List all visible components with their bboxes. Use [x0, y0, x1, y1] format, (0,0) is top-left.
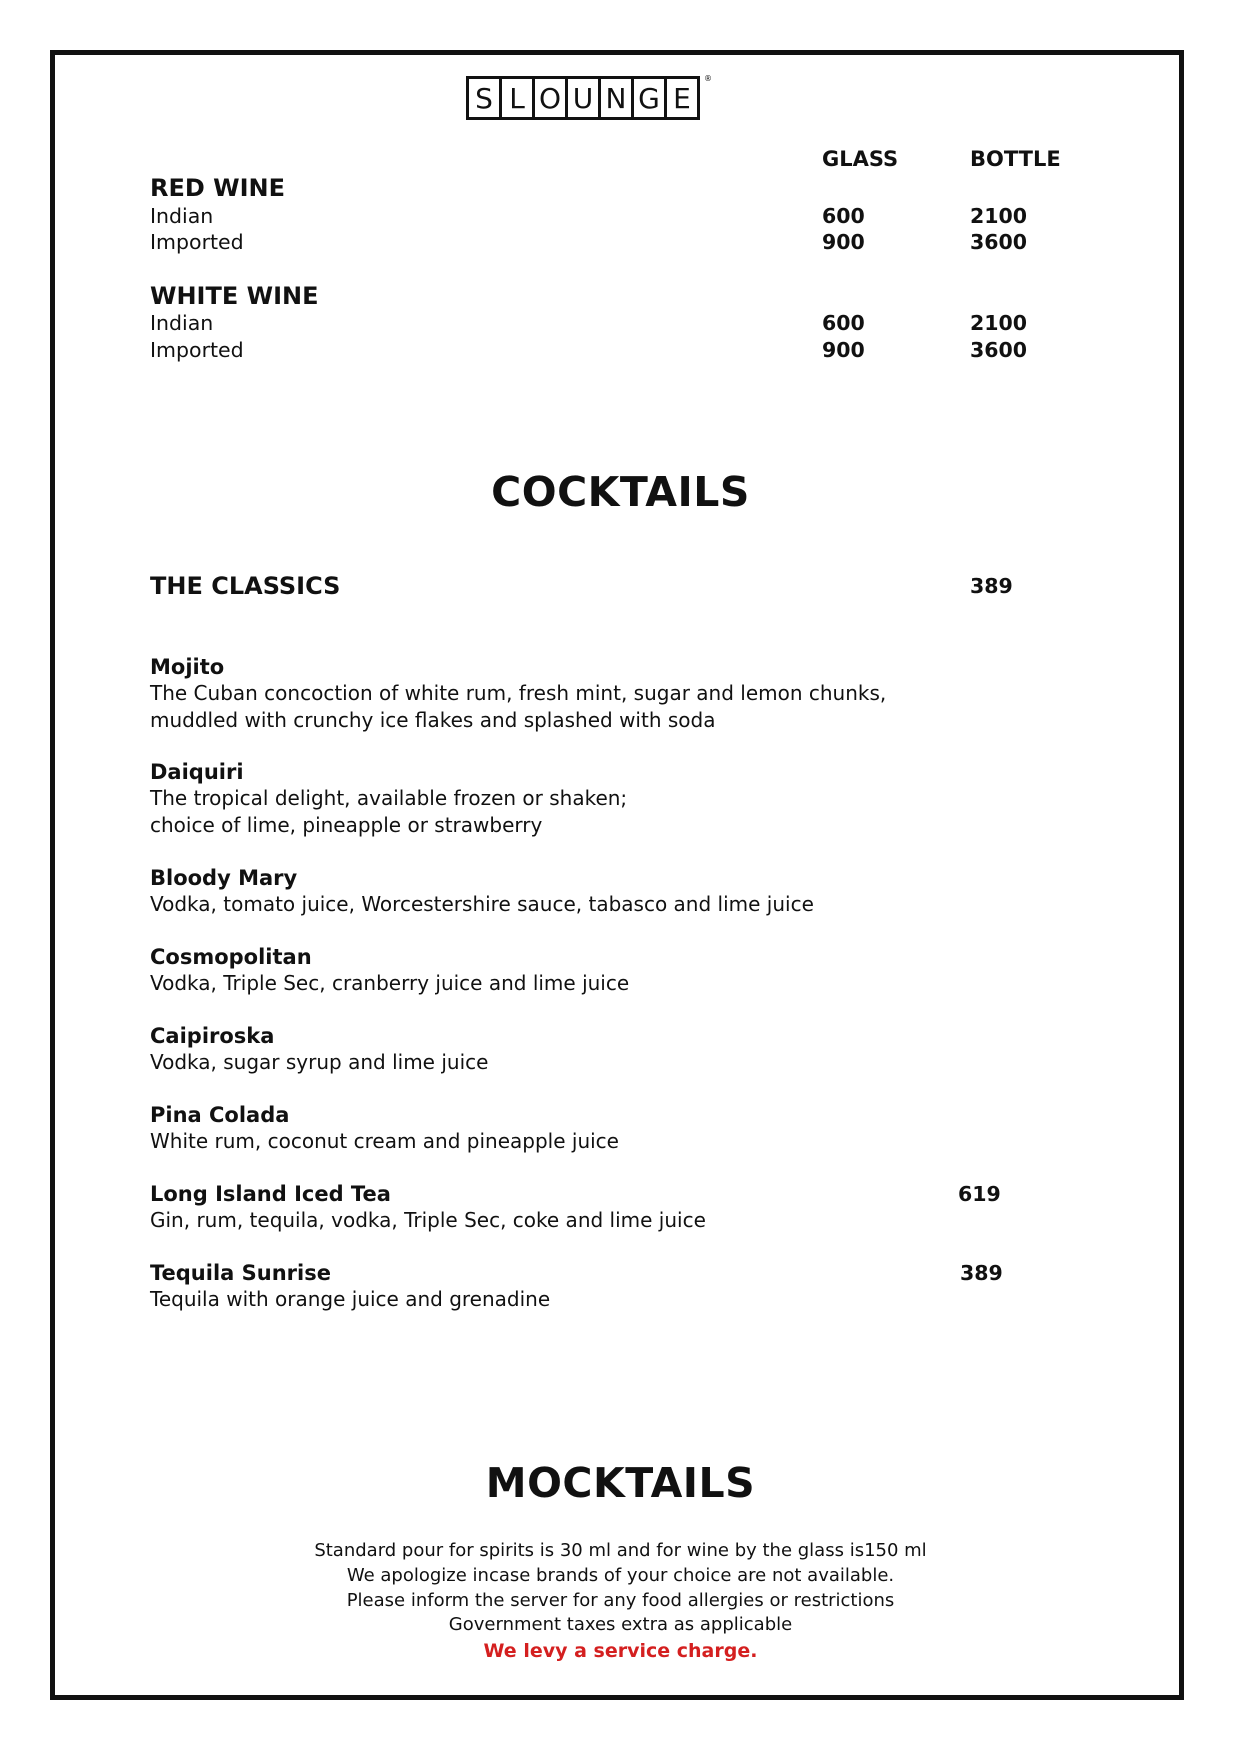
cocktail-name: Long Island Iced Tea [150, 1182, 391, 1206]
cocktail-name: Caipiroska [150, 1024, 275, 1048]
cocktail-price: 389 [960, 1261, 1003, 1285]
bottle-price: 3600 [970, 338, 1028, 362]
cocktail-name: Daiquiri [150, 760, 244, 784]
glass-price: 600 [822, 311, 865, 335]
cocktail-description: Vodka, Triple Sec, cranberry juice and lime juice [150, 971, 630, 995]
mocktails-title: MOCKTAILS [485, 1459, 756, 1507]
logo-letter: N [598, 76, 634, 120]
cocktail-name: Bloody Mary [150, 866, 298, 890]
cocktail-description: Gin, rum, tequila, vodka, Triple Sec, coke and lime juice [150, 1208, 706, 1232]
cocktail-name: Tequila Sunrise [150, 1261, 331, 1285]
footer-note: We apologize incase brands of your choice are not available. [346, 1565, 895, 1586]
cocktail-description: choice of lime, pineapple or strawberry [150, 813, 543, 837]
logo-letter: U [565, 76, 601, 120]
wine-name: Indian [150, 311, 214, 335]
logo-letter: E [664, 76, 700, 120]
footer-note: Government taxes extra as applicable [448, 1614, 793, 1635]
cocktails-title: COCKTAILS [491, 468, 750, 516]
cocktail-name: Cosmopolitan [150, 945, 312, 969]
glass-column-header: GLASS [822, 147, 899, 171]
glass-price: 600 [822, 204, 865, 228]
white-wine-heading: WHITE WINE [150, 282, 319, 310]
cocktail-price: 619 [958, 1182, 1001, 1206]
cocktail-description: The Cuban concoction of white rum, fresh mint, sugar and lemon chunks, [150, 681, 887, 705]
cocktail-name: Pina Colada [150, 1103, 290, 1127]
wine-name: Imported [150, 230, 244, 254]
logo-letter: G [631, 76, 667, 120]
cocktail-description: muddled with crunchy ice flakes and splashed with soda [150, 708, 716, 732]
glass-price: 900 [822, 230, 865, 254]
logo-letter: O [532, 76, 568, 120]
classics-heading: THE CLASSICS [150, 572, 341, 600]
cocktail-description: White rum, coconut cream and pineapple juice [150, 1129, 619, 1153]
wine-name: Imported [150, 338, 244, 362]
logo-letter: S [466, 76, 502, 120]
footer-note: Standard pour for spirits is 30 ml and for wine by the glass is150 ml [314, 1540, 927, 1561]
bottle-price: 2100 [970, 311, 1028, 335]
cocktail-description: The tropical delight, available frozen or shaken; [150, 786, 628, 810]
bottle-price: 2100 [970, 204, 1028, 228]
classics-price: 389 [970, 574, 1013, 598]
cocktail-description: Vodka, tomato juice, Worcestershire sauce, tabasco and lime juice [150, 892, 814, 916]
bottle-price: 3600 [970, 230, 1028, 254]
logo-letter: L [499, 76, 535, 120]
wine-name: Indian [150, 204, 214, 228]
glass-price: 900 [822, 338, 865, 362]
registered-mark: ® [704, 74, 712, 83]
red-wine-heading: RED WINE [150, 174, 286, 202]
cocktail-description: Tequila with orange juice and grenadine [150, 1287, 551, 1311]
service-charge-note: We levy a service charge. [483, 1640, 758, 1662]
cocktail-description: Vodka, sugar syrup and lime juice [150, 1050, 489, 1074]
cocktail-name: Mojito [150, 655, 225, 679]
footer-note: Please inform the server for any food allergies or restrictions [346, 1590, 895, 1611]
bottle-column-header: BOTTLE [970, 147, 1061, 171]
slounge-logo [466, 74, 712, 120]
